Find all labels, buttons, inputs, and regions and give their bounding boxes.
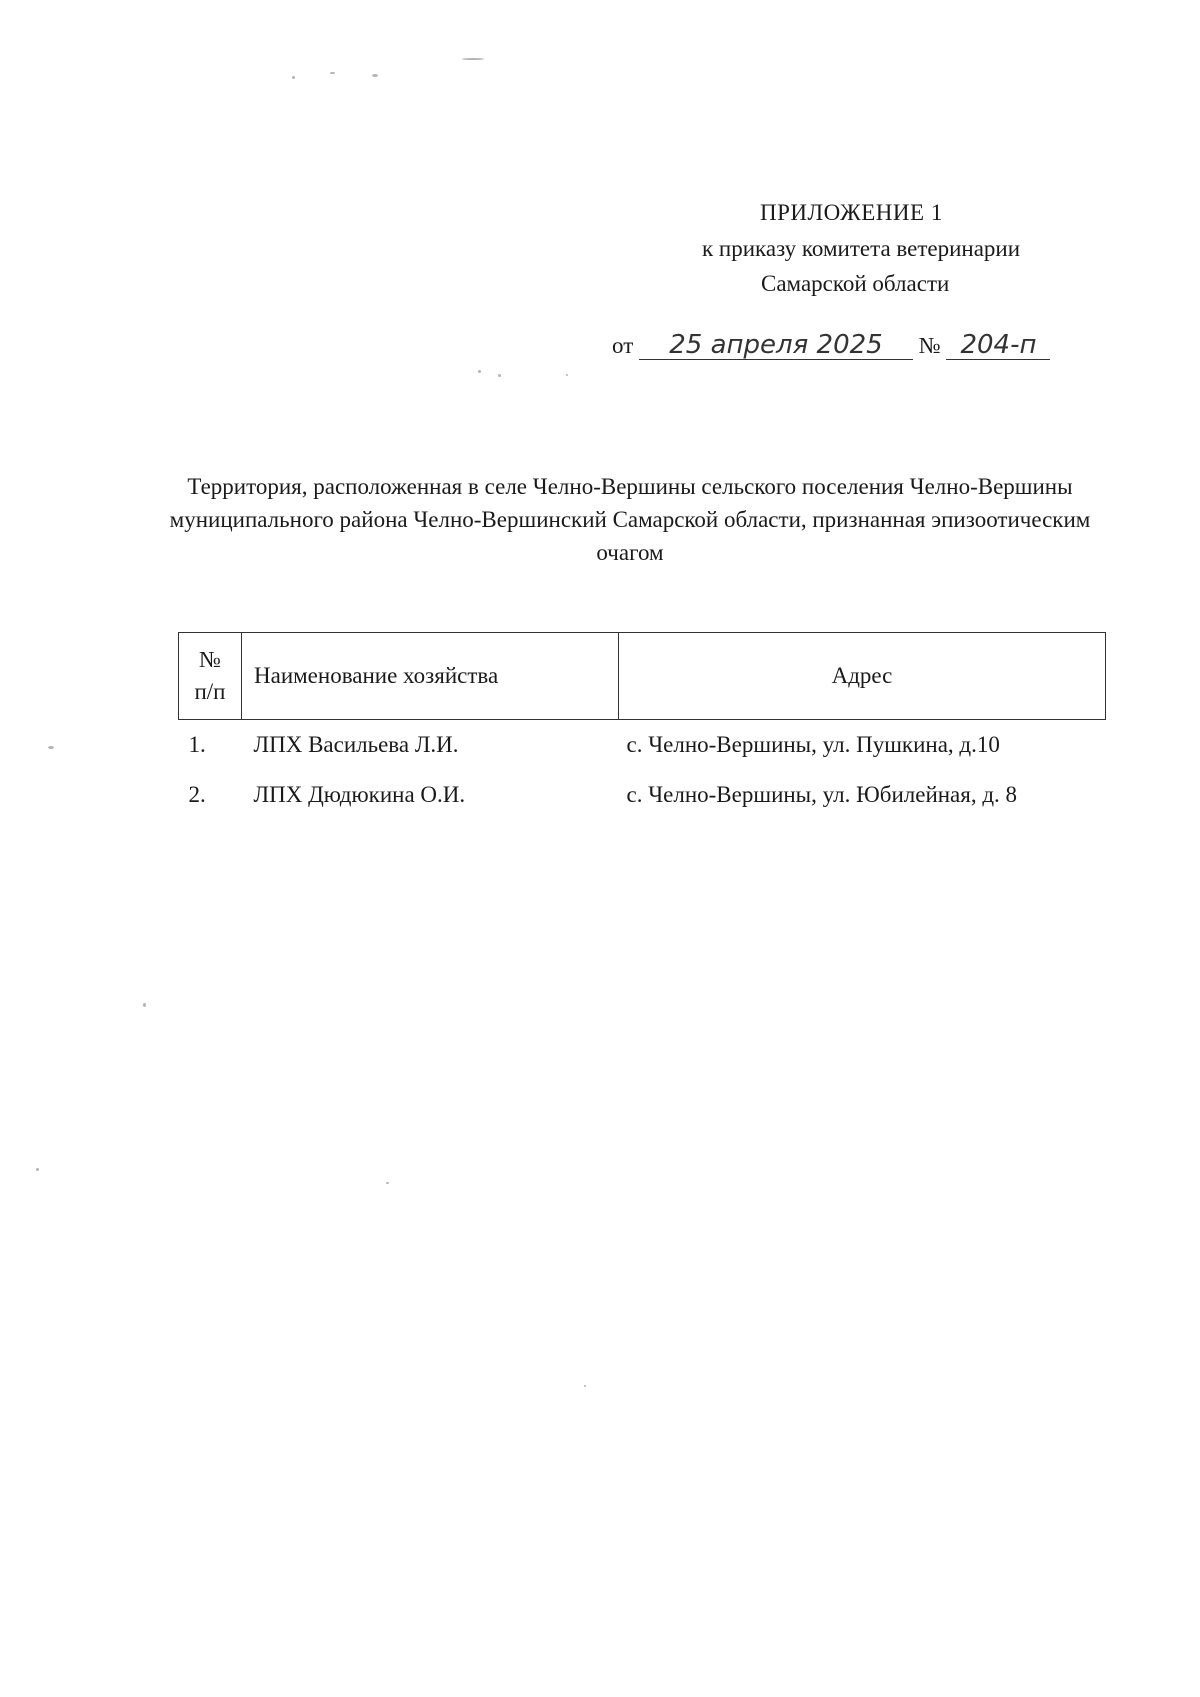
column-header-name: Наименование хозяйства: [242, 633, 619, 720]
appendix-title: ПРИЛОЖЕНИЕ 1: [760, 200, 943, 225]
table-row: [179, 720, 1106, 771]
appendix-subtitle-line-1: к приказу комитета ветеринарии: [702, 236, 1021, 261]
document-title: Территория, расположенная в селе Челно-Вершины сельского поселения Челно-Вершины муниципального района Челно-Вершинский Самарской области, признанная эпизоотическим очагом: [169, 474, 1091, 565]
column-header-address: Адрес: [619, 633, 1106, 720]
scan-speck: [386, 1182, 389, 1184]
scan-speck: [372, 74, 378, 77]
scan-speck: [143, 1003, 146, 1007]
table-header-row: [179, 633, 1106, 720]
row-address: с. Челно-Вершины, ул. Пушкина, д.10: [626, 732, 1000, 757]
scan-speck: [292, 76, 295, 79]
scan-speck: [462, 58, 484, 60]
row-number: 1.: [188, 732, 206, 757]
row-number: 2.: [188, 782, 206, 807]
from-label: от: [612, 333, 634, 358]
column-header-number-line-2: п/п: [194, 679, 226, 704]
handwritten-date: 25 апреля 2025: [639, 332, 913, 360]
scan-speck: [498, 374, 501, 377]
scan-speck: [584, 1385, 586, 1387]
scan-speck: [478, 370, 481, 373]
number-label: №: [918, 333, 941, 358]
table-row: [179, 770, 1106, 820]
scan-speck: [330, 72, 335, 74]
scan-speck: [36, 1168, 39, 1171]
handwritten-number: 204-п: [946, 332, 1050, 360]
column-header-number-line-1: №: [199, 647, 221, 672]
scan-speck: [566, 374, 568, 376]
appendix-subtitle-line-2: Самарской области: [761, 271, 950, 296]
order-reference-line: [612, 332, 1050, 360]
households-table: [178, 632, 1106, 820]
row-household-name: ЛПХ Дюдюкина О.И.: [253, 782, 466, 807]
scan-speck: [48, 746, 54, 749]
column-header-number: [179, 633, 242, 720]
row-household-name: ЛПХ Васильева Л.И.: [253, 732, 459, 757]
row-address: с. Челно-Вершины, ул. Юбилейная, д. 8: [626, 782, 1018, 807]
